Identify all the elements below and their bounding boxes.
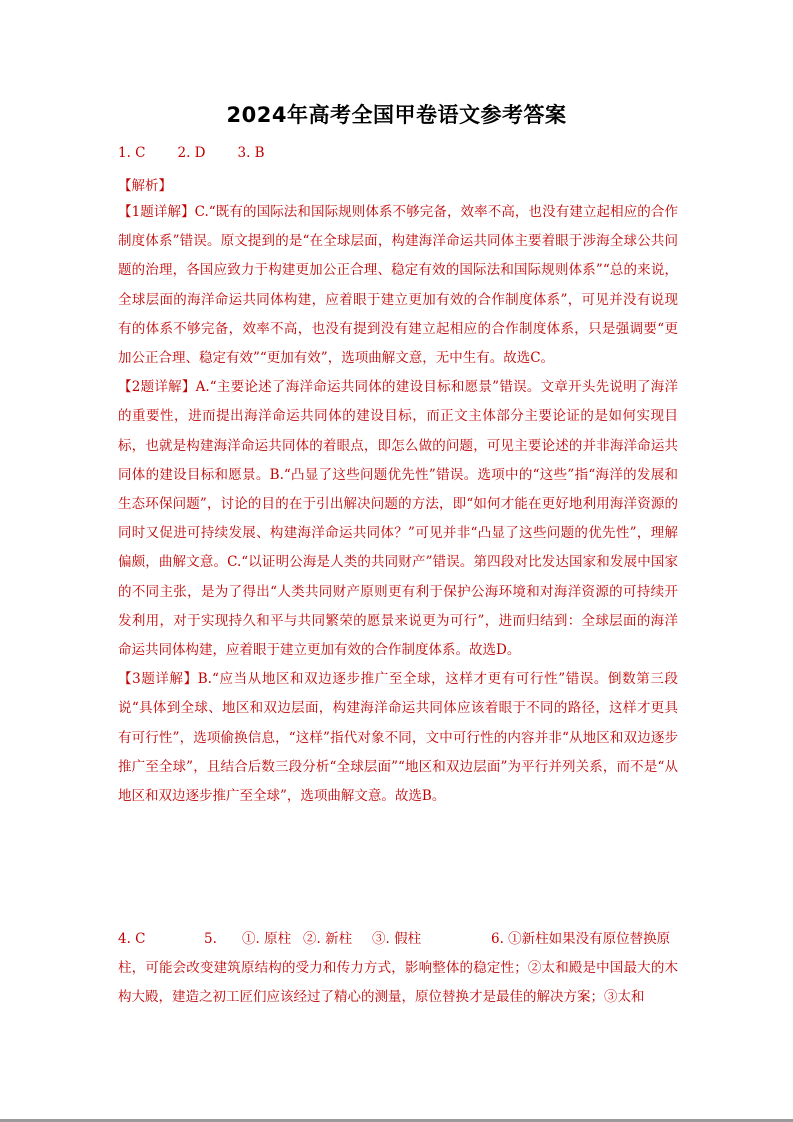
analysis-paragraph-q2: 【2题详解】A.“主要论述了海洋命运共同体的建设目标和愿景”错误。文章开头先说明了海洋的重要性，进而提出海洋命运共同体的建设目标，而正文主体部分主要论证的是如何实现目标，也就是构建海洋命运共同体的着眼点，即怎么做的问题，可见主要论述的并非海洋命运共同体的建设目标和愿景。B.“凸显了这些问题优先性”错误。选项中的“这些”指“海洋的发展和生态环保问题”，讨论的目的在于引出解决问题的方法，即“如何才能在更好地利用海洋资源的同时又促进可持续发展、构建海洋命运共同体？”可见并非“凸显了这些问题的优先性”，理解偏颇，曲解文意。C.“以证明公海是人类的共同财产”错误。第四段对比发达国家和发展中国家的不同主张，是为了得出“人类共同财产原则更有利于保护公海环境和对海洋资源的可持续开发利用，对于实现持久和平与共同繁荣的愿景来说更为可行”，进而归结到：全球层面的海洋命运共同体构建，应着眼于建立更加有效的合作制度体系。故选D。 [118, 379, 678, 659]
page-title: 2024年高考全国甲卷语文参考答案 [226, 103, 567, 127]
answers-row-1-3 [118, 145, 265, 161]
answer-4: 4. C [118, 931, 146, 947]
analysis-paragraph-q1: 【1题详解】C.“既有的国际法和国际规则体系不够完备，效率不高，也没有建立起相应的合作制度体系”错误。原文提到的是“在全球层面，构建海洋命运共同体主要着眼于涉海全球公共问题的治理，各国应致力于构建更加公正合理、稳定有效的国际法和国际规则体系”“总的来说，全球层面的海洋命运共同体构建，应着眼于建立更加有效的合作制度体系”，可见并没有说现有的体系不够完备，效率不高，也没有提到没有建立起相应的合作制度体系，只是强调要“更加公正合理、稳定有效”“更加有效”，选项曲解文意，无中生有。故选C。 [118, 204, 678, 367]
answer-1: 1. C [118, 145, 146, 161]
analysis-body [118, 198, 678, 811]
analysis-label: 【解析】 [118, 178, 172, 194]
answer-5-number: 5. [204, 931, 217, 947]
analysis-paragraph-q3: 【3题详解】B.“应当从地区和双边逐步推广至全球，这样才更有可行性”错误。倒数第三段说“具体到全球、地区和双边层面，构建海洋命运共同体应该着眼于不同的路径，这样才更具有可行性”，选项偷换信息，“这样”指代对象不同，文中可行性的内容并非“从地区和双边逐步推广至全球”，且结合后数三段分析“全球层面”“地区和双边层面”为平行并列关系，而不是“从地区和双边逐步推广至全球”，选项曲解文意。故选B。 [118, 671, 678, 805]
answer-2: 2. D [177, 145, 206, 161]
answer-5-part-1: ①. 原柱 [242, 931, 292, 947]
answer-6-start: 6. ①新柱如果没有原位替换原 [491, 931, 671, 947]
answer-6-continuation: 柱，可能会改变建筑原结构的受力和传力方式，影响整体的稳定性；②太和殿是中国最大的木构大殿，建造之初工匠们应该经过了精心的测量，原位替换才是最佳的解决方案；③太和 [118, 960, 678, 1005]
answer-3: 3. B [237, 145, 265, 161]
answer-5-part-3: ③. 假柱 [372, 931, 422, 947]
answer-5-part-2: ②. 新柱 [303, 931, 353, 947]
